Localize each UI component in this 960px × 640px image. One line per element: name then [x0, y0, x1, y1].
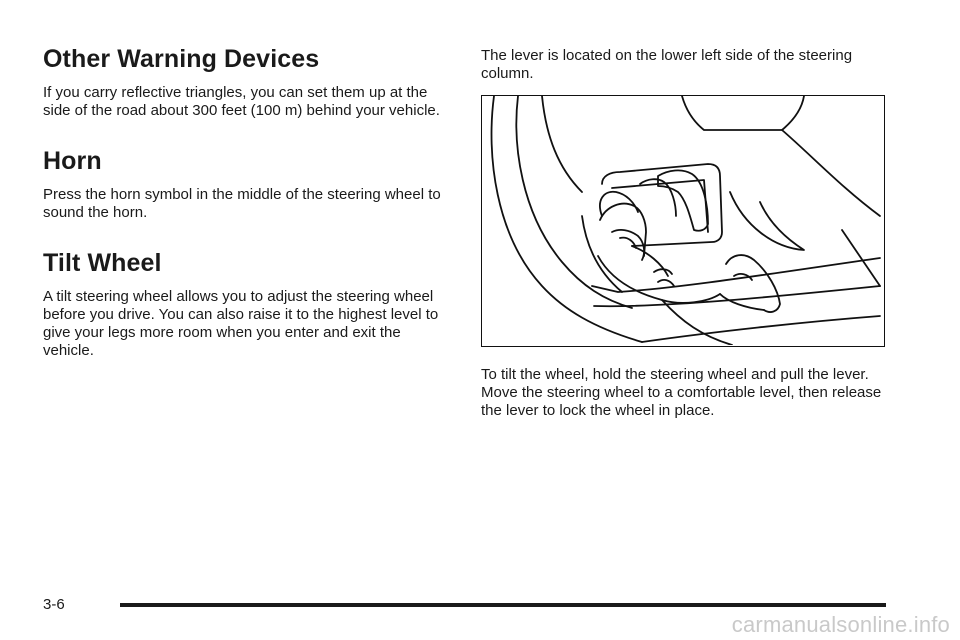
- section-other-warning-devices: [43, 44, 443, 120]
- paragraph-horn: Press the horn symbol in the middle of the steering wheel to sound the horn.: [43, 186, 441, 221]
- paragraph-lever-location: The lever is located on the lower left side of the steering column.: [481, 47, 853, 82]
- paragraph-other-warning-devices: If you carry reflective triangles, you can set them up at the side of the road about 300 feet (100 m) behind your vehicle.: [43, 84, 440, 119]
- paragraph-tilt-wheel: A tilt steering wheel allows you to adjust the steering wheel before you drive. You can also raise it to the highest level to give your legs more room when you enter and exit the vehicle.: [43, 288, 439, 359]
- right-column: [481, 47, 891, 420]
- section-tilt-wheel: [43, 248, 443, 360]
- section-horn: [43, 146, 443, 222]
- heading-horn: Horn: [43, 147, 102, 175]
- tilt-lever-illustration: [481, 95, 885, 347]
- heading-other-warning-devices: Other Warning Devices: [43, 45, 320, 73]
- page-number: 3-6: [43, 596, 65, 613]
- tilt-lever-drawing: [482, 96, 883, 345]
- watermark: carmanualsonline.info: [731, 612, 950, 637]
- heading-tilt-wheel: Tilt Wheel: [43, 249, 162, 277]
- footer-rule: [120, 603, 886, 607]
- paragraph-tilt-instructions: To tilt the wheel, hold the steering wheel and pull the lever. Move the steering wheel to a comfortable level, then release the lever to lock the wheel in place.: [481, 366, 882, 419]
- left-column: [43, 44, 443, 360]
